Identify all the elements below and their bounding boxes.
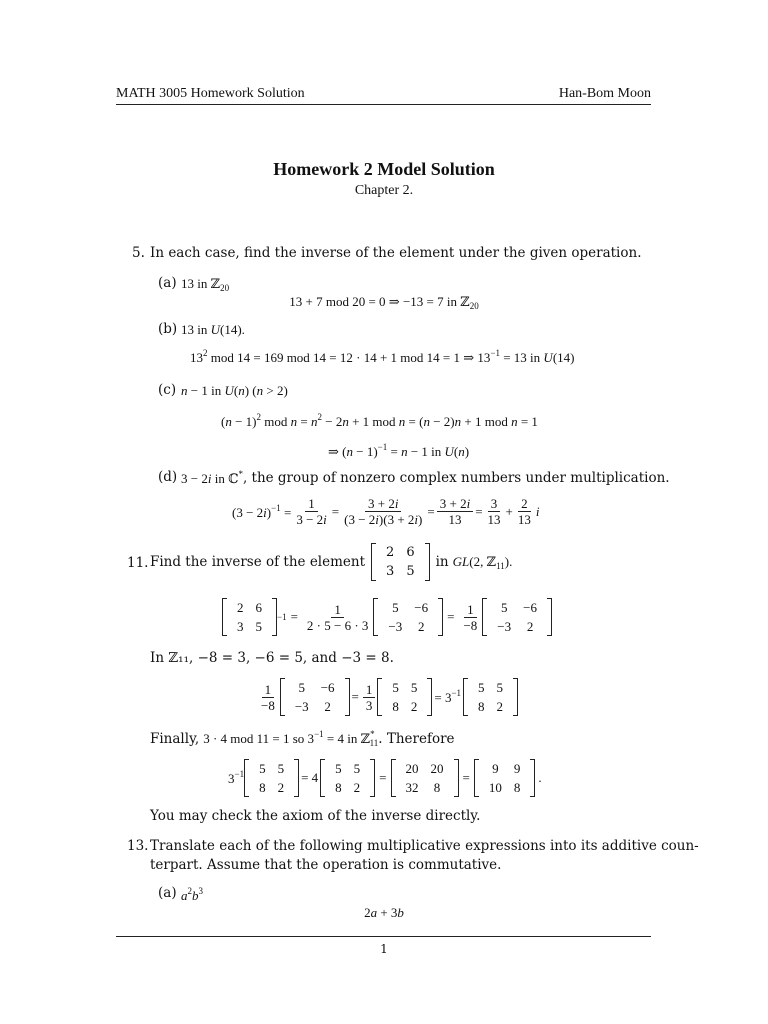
problem-5c-element: n − 1 in U(n) (n > 2) [181, 383, 288, 398]
problem-11-equation-1: 2 6 3 5 −1 = $\frac{1}{2 \cdot 5 - 6 \cdot 3}$ 5 −6 −3 2 = $\frac{1}{-8}$ 5 −6 −3 2 [222, 598, 552, 636]
matrix-a: 2 6 3 5 [371, 543, 430, 581]
problem-13-statement-2: terpart. Assume that the operation is commutative. [150, 857, 502, 873]
problem-11-reduction: In ℤ₁₁, −8 = 3, −6 = 5, and −3 = 8. [150, 650, 394, 666]
problem-11-equation-3: $3^{-1}$ 5 5 8 2 = 4 5 5 8 2 = 20 20 32 8 = 9 9 10 8 . [228, 761, 542, 795]
problem-11-therefore: . Therefore [378, 730, 455, 747]
problem-5-statement: In each case, find the inverse of the element under the given operation. [150, 245, 642, 261]
footer-rule [116, 936, 651, 937]
header-course: MATH 3005 Homework Solution [116, 86, 305, 101]
problem-5b-element: 13 in U(14). [181, 322, 245, 337]
page-subtitle: Chapter 2. [354, 183, 414, 198]
problem-13-statement-1: Translate each of the following multiplicative expressions into its additive coun- [150, 838, 699, 854]
header-rule [116, 104, 651, 105]
problem-5b-label: (b) [158, 321, 178, 337]
problem-5c-equation-2: ⇒ $(n - 1)^{-1} = n - 1$ in U(n) [328, 442, 470, 459]
problem-11-finally: Finally, [150, 730, 200, 747]
problem-11-statement: Find the inverse of the element [150, 554, 366, 570]
header-author: Han-Bom Moon [558, 86, 651, 101]
problem-5c-equation-1: $(n - 1)^2$ mod $n = n^2 - 2n + 1$ mod n = (n − 2)n + 1 mod n = 1 [221, 412, 538, 429]
problem-11-in: in [435, 554, 449, 570]
problem-11-finally-line: Finally, 3 · 4 mod 11 = 1 so $3^{-1} = 4$ in ℤ*$_{11}$ . Therefore [150, 729, 455, 748]
problem-5d-label: (d) [158, 469, 178, 485]
problem-5d-element: 3 − 2i in ℂ* , the group of nonzero complex numbers under multiplication. [181, 469, 670, 486]
problem-11-number: 11. [127, 555, 149, 571]
problem-5c-label: (c) [158, 382, 177, 398]
problem-5d-text: , the group of nonzero complex numbers under multiplication. [242, 470, 670, 486]
problem-5a-label: (a) [158, 275, 177, 291]
problem-5d-equation: $(3 - 2i)^{-1}$ = $\frac{1}{3 - 2i}$ = $\frac{3 + 2i}{(3 - 2i)(3 + 2i)}$ = $\frac{3 + 2i}{13}$ = $\frac{3}{13}$ + $\frac{2}{13}$ i [232, 496, 540, 527]
problem-5b-equation: $13^2$ mod 14 = 169 mod 14 = 12 · 14 + 1 mod 14 = 1 ⇒ $13^{-1} = 13$ in U(14) [190, 348, 575, 365]
problem-5-number: 5. [132, 245, 145, 261]
page-number: 1 [380, 942, 388, 956]
problem-13-number: 13. [127, 838, 149, 854]
problem-11-equation-2: $\frac{1}{-8}$ 5 −6 −3 2 = $\frac{1}{3}$ 5 5 8 2 = $3^{-1}$ 5 5 8 2 [256, 678, 518, 716]
problem-13a-label: (a) [158, 885, 177, 901]
problem-5a-element: 13 in ℤ$_{20}$ [181, 276, 230, 293]
problem-13a-expression: $a^2b^3$ [181, 886, 203, 903]
problem-13a-answer: 2a + 3b [364, 905, 404, 920]
problem-5a-equation: 13 + 7 mod 20 = 0 ⇒ −13 = 7 in ℤ$_{20}$ [289, 294, 479, 311]
page-title: Homework 2 Model Solution [273, 159, 495, 179]
problem-11-statement-line: Find the inverse of the element 2 6 3 5 in GL(2, ℤ$_{11}$). [150, 545, 513, 579]
problem-11-check: You may check the axiom of the inverse directly. [150, 808, 481, 824]
